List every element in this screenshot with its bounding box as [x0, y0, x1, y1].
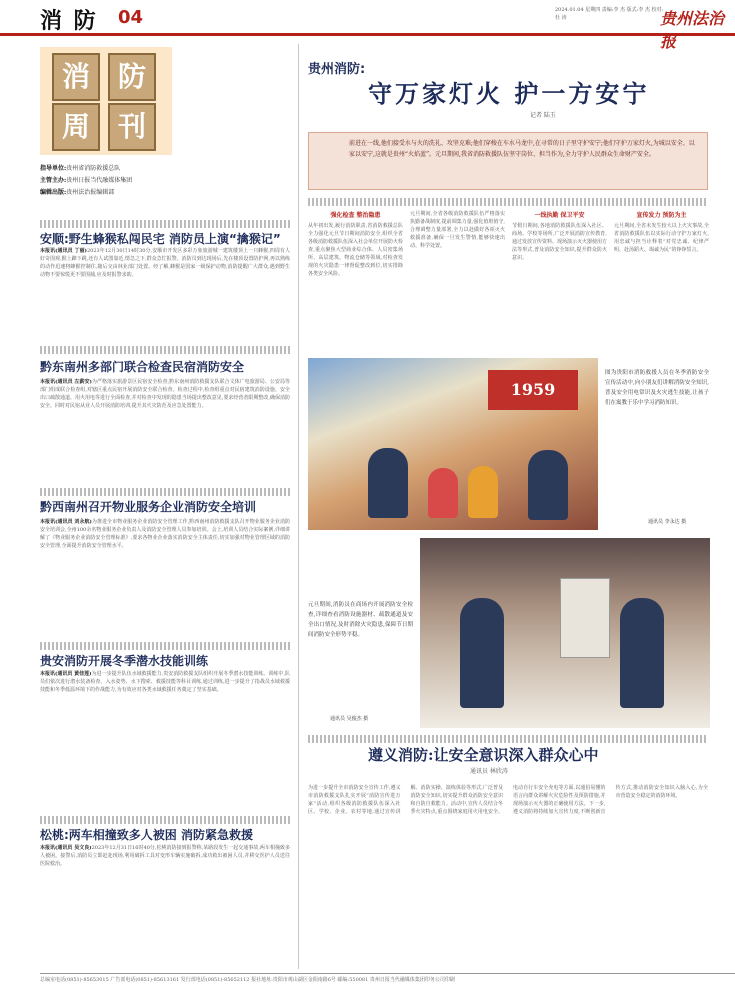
story-title: 黔东南州多部门联合检查民宿消防安全: [40, 360, 245, 374]
story-separator: [40, 816, 290, 824]
story-body: 本报讯(通讯员 左薪安)为严格落实旅游景区民宿安全检查,黔东南州消防救援支队联合文体广电旅游局、公安局等部门组成联合检查组,对辖区重点民宿开展消防安全联合检查。检查过程中,检查组重点对民宿建筑消防设施、安全出口疏散通道、用火用电等进行全面检查,并对检查中发现的隐患当场提出整改意见,要求经营者限期整改,确保消防安全。同时对民宿从业人员开展消防培训,提升其火灾防范及应急处置能力。: [40, 379, 290, 409]
story-body: 本报讯(通讯员 黄佳莲)为进一步提升队伍水域救援能力,贵安消防救援支队组织开展冬季潜水技能训练。训练中,队员们依次进行潜水装备检查、入水姿势、水下搜索、救援技能等科目训练,通过训练,进一步提升了指战员水域救援技能和冬季低温环境下的作战能力,为有效应对各类水域救援任务奠定了坚实基础。: [40, 671, 290, 693]
story-body: 为进一步提升全市消防安全宣传工作,遵义市消防救援支队扎实开展“消防宣传进万家”活动,组织各级消防救援队伍深入社区、学校、企业、农村等地,通过宣传讲解、消防实操、演练体验等形式,广泛普及消防安全知识,切实提升群众消防安全意识和自防自救能力。活动中,宣传人员结合冬季火灾特点,重点围绕家庭用火用电安全、电动自行车安全充电等方面,以通俗易懂的语言向群众讲解火灾危险性及预防措施,并现场演示灭火器的正确使用方法。下一步,遵义消防将持续加大宣传力度,不断创新宣传方式,推动消防安全知识入脑入心,为全市营造安全稳定的消防环境。: [308, 785, 708, 815]
credit-line: 指导单位:贵州省消防救援总队: [40, 165, 121, 172]
story-byline: 通讯员 林欣涛: [470, 768, 508, 775]
story-separator: [40, 346, 290, 354]
story-body: 本报讯(通讯员 刘永航)为推进全市物业服务企业消防安全管理工作,黔西南州消防救援支队召开物业服务企业消防安全培训会,全州100余名物业服务企业负责人及消防安全管理人员参加培训。会上,培训人员结合实际案例,详细讲解了《物业服务企业消防安全管理标准》,要求各物业企业落实消防安全主体责任,切实加强对物业管理区域的消防安全管理,全面提升消防安全管理水平。: [40, 519, 290, 549]
logo-char: 消: [52, 53, 100, 101]
figure-firefighter: [620, 598, 664, 708]
logo-char: 刊: [108, 103, 156, 151]
paper-logo: 贵州法治报: [660, 9, 725, 51]
feature-body: 元旦期间,全省各级消防救援队伍严格落实执勤备战制度,提前调集力量,强化值班值守,合理调整力量部署,全力以赴做好各项灭火救援准备,确保一旦发生警情,能够快速出动、科学处置。: [410, 211, 505, 249]
story-separator: [40, 488, 290, 496]
photo-credit: 通讯员 李永达 摄: [648, 519, 687, 525]
feature-body: 元旦期间,全省未发生较大以上火灾事故,全省消防救援队伍以实际行动守护万家灯火,用忠诚与担当诠释着“对党忠诚、纪律严明、赴汤蹈火、竭诚为民”的铮铮誓言。: [614, 223, 709, 253]
logo-char: 防: [108, 53, 156, 101]
issue-meta: 2024.01.04 星期四 责编:李 杰 版式:李 杰 校对:杜 涛: [555, 7, 664, 21]
feature-photo-2: [420, 538, 710, 728]
story-title: 安顺:野生蜂猴私闯民宅 消防员上演“擒猴记”: [40, 232, 281, 246]
credit-line: 编辑出版:贵州法治报编辑部: [40, 189, 115, 196]
feature-summary: 前进在一线,他们接受水与火的洗礼、攻坚克难;他们穿梭在车水马龙中,在寻常的日子里守护安宁;他们守护万家灯火,为城以安全、以家以安宁,这就是贵州“火焰蓝”。元旦期间,我省消防救援队伍坚守岗位、担当作为,全力守护人民群众生命财产安全。: [308, 132, 708, 190]
story-body: 本报讯(通讯员 丁丽)2023年12月30日14时30分,安顺市开发区多彩万象旅游城一建筑楼顶上一只蜂猴,四周有人好奇围观,猴上蹿下跳,还有人试图靠近,情急之下,群众急忙报警。消防员到达现场后,先在楼顶设置防护网,再以熟练的动作迅速将蜂猴控制住,随后交由林业部门处置。经了解,蜂猴是国家一级保护动物,消防提醒广大群众,遇到野生动物不要惊慌更不要围捕,应及时报警求助。: [40, 248, 290, 278]
figure-firefighter: [368, 448, 408, 518]
photo-description: 元旦期间,消防员在商场内开展消防安全检查,详细查看消防设施器材、疏散通道及安全出口情况,及时消除火灾隐患,保障节日期间消防安全形势平稳。: [308, 602, 413, 638]
credit-line: 主管主办:贵州日报当代融媒体集团: [40, 177, 133, 184]
feature-body: 从年初出发,履行消防职责,省消防救援总队全力强化元旦节日期间消防安全,组织全省各级消防救援队伍深入社会单位开展防火检查,重点聚焦大型商业综合体、人员密集场所、高层建筑、物流仓储等领域,对检查发现的火灾隐患一律督促整改到位,切实排除各类安全风险。: [308, 223, 403, 277]
feature-byline: 记者 陆玉: [530, 112, 556, 119]
feature-subhead: 强化检查 整治隐患: [330, 212, 381, 219]
story-separator: [40, 220, 290, 228]
photo-banner: 1959: [488, 370, 578, 410]
feature-subhead: 宣传发力 预防为主: [636, 212, 687, 219]
equipment-box: [560, 578, 610, 658]
feature-body: 节假日期间,各地消防救援队伍深入社区、商场、学校等场所,广泛开展消防宣传教育,通过发放宣传资料、现场演示灭火器使用方法等形式,普及消防安全知识,提升群众防火意识。: [512, 223, 607, 261]
story-body: 本报讯(通讯员 吴文良)2023年12月31日16时40分,松桃消防接到报警称,某路段发生一起交通事故,两车相撞致多人被困。接警后,消防员立即赶赴现场,利用破拆工具对变形车辆实施破拆,成功救出被困人员,并移交医护人员送往医院救治。: [40, 845, 290, 867]
section-name: 消 防: [40, 9, 98, 34]
page-number: 04: [118, 7, 144, 28]
story-separator: [308, 198, 708, 206]
figure-child: [428, 468, 458, 518]
story-separator: [40, 642, 290, 650]
story-separator: [308, 735, 708, 743]
logo-char: 周: [52, 103, 100, 151]
photo-description: 图为贵阳市消防救援人员在冬季消防安全宣传活动中,向小朋友们讲解消防安全知识,普及安全用电常识及火灾逃生技能,让孩子们在寓教于乐中学习消防知识。: [605, 370, 709, 406]
story-title: 黔西南州召开物业服务企业消防安全培训: [40, 500, 257, 514]
figure-child: [468, 466, 498, 518]
photo-credit: 通讯员 吴俊杰 摄: [330, 716, 369, 722]
figure-firefighter: [460, 598, 504, 708]
story-title: 松桃:两车相撞致多人被困 消防紧急救援: [40, 828, 253, 842]
feature-subhead: 一线执勤 保卫平安: [534, 212, 585, 219]
figure-firefighter: [528, 450, 568, 520]
feature-photo-1: [308, 358, 598, 530]
story-headline: 遵义消防:让安全意识深入群众心中: [368, 746, 599, 764]
editorial-credits: [40, 163, 175, 199]
feature-headline: 守万家灯火 护一方安宁: [368, 79, 650, 108]
column-divider: [298, 44, 299, 969]
section-logo: [40, 47, 172, 155]
story-title: 贵安消防开展冬季潜水技能训练: [40, 654, 209, 668]
feature-kicker: 贵州消防:: [308, 62, 366, 77]
page-footer: 总编室电话(0851)-85653015 广告部电话(0851)-85613161 发行部电话(0851)-85652112 报社地址:贵阳市观山湖区金阳南路6号 邮编:550081 贵州日报当代融媒体集团印务公司印刷: [40, 973, 735, 989]
